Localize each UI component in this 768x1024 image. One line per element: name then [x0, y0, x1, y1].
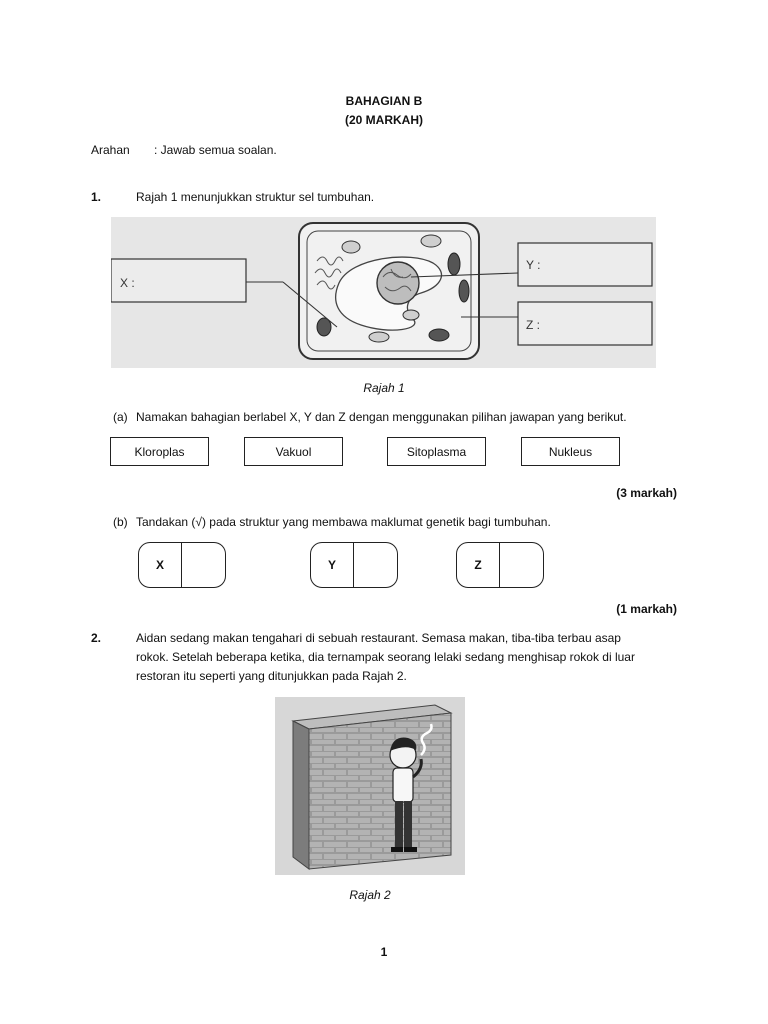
plant-cell-svg	[111, 217, 656, 368]
tick-box-x[interactable]	[182, 542, 226, 588]
q2-line-2: rokok. Setelah beberapa ketika, dia ternampak seorang lelaki sedang menghisap rokok di luar	[136, 650, 635, 664]
rajah-1-caption: Rajah 1	[363, 381, 405, 395]
tick-box-z[interactable]	[500, 542, 544, 588]
chloroplast	[403, 310, 419, 320]
chloroplast	[369, 332, 389, 342]
q1-text: Rajah 1 menunjukkan struktur sel tumbuhan.	[136, 190, 375, 204]
q1a-marks: (3 markah)	[616, 486, 677, 500]
chloroplast	[448, 253, 460, 275]
wall-side	[293, 721, 309, 869]
instruction-text: : Jawab semua soalan.	[154, 143, 277, 157]
label-y: Y :	[526, 258, 541, 272]
instruction-label: Arahan	[91, 143, 130, 157]
tick-box-y[interactable]	[354, 542, 398, 588]
plant-cell-diagram	[111, 217, 656, 368]
label-z: Z :	[526, 318, 540, 332]
section-title: BAHAGIAN B	[345, 94, 423, 108]
tick-label-x: X	[138, 542, 182, 588]
q1-number: 1.	[91, 190, 102, 204]
option-vakuol: Vakuol	[244, 437, 343, 466]
option-kloroplas: Kloroplas	[110, 437, 209, 466]
rajah-2-caption: Rajah 2	[349, 888, 391, 902]
smoker-illustration	[275, 697, 465, 875]
nucleus	[377, 262, 419, 304]
page-number: 1	[380, 945, 388, 959]
tick-label-y: Y	[310, 542, 354, 588]
q1b-marks: (1 markah)	[616, 602, 677, 616]
wall-face	[309, 713, 451, 869]
q1a-letter: (a)	[113, 410, 128, 424]
chloroplast	[459, 280, 469, 302]
q2-number: 2.	[91, 631, 102, 645]
chloroplast	[429, 329, 449, 341]
tick-label-z: Z	[456, 542, 500, 588]
option-nukleus: Nukleus	[521, 437, 620, 466]
tick-choice-x[interactable]	[138, 542, 226, 590]
q2-line-1: Aidan sedang makan tengahari di sebuah restaurant. Semasa makan, tiba-tiba terbau asap	[136, 631, 621, 645]
label-x: X :	[120, 276, 135, 290]
chloroplast	[342, 241, 360, 253]
q1b-letter: (b)	[113, 515, 128, 529]
q2-line-3: restoran itu seperti yang ditunjukkan pada Rajah 2.	[136, 669, 407, 683]
marks-total: (20 MARKAH)	[345, 113, 423, 127]
option-sitoplasma: Sitoplasma	[387, 437, 486, 466]
tick-choice-y[interactable]	[310, 542, 398, 590]
q2-text	[136, 629, 696, 686]
smoker-svg	[275, 697, 465, 875]
q1a-text: Namakan bahagian berlabel X, Y dan Z dengan menggunakan pilihan jawapan yang berikut.	[136, 410, 627, 424]
tick-choice-z[interactable]	[456, 542, 544, 590]
q1b-text: Tandakan (√) pada struktur yang membawa maklumat genetik bagi tumbuhan.	[136, 515, 551, 529]
chloroplast	[421, 235, 441, 247]
